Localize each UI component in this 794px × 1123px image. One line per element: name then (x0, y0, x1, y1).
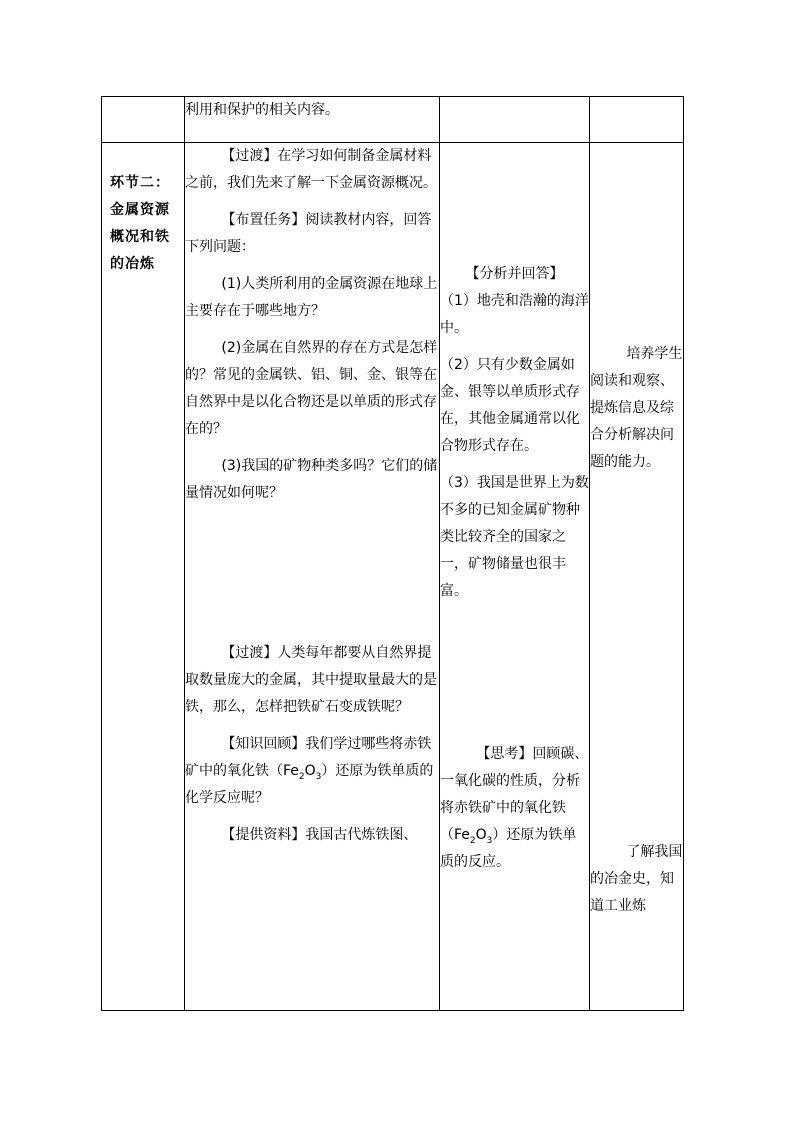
student-activity-cell-empty (440, 97, 590, 143)
review-text: ）还原为铁单质的化学反应呢？ (185, 763, 434, 806)
material-paragraph: 【提供资料】我国古代炼铁图、 (221, 827, 418, 843)
transition-paragraph-2: 【过渡】人类每年都要从自然界提取数量庞大的金属，其中提取量最大的是铁，那么，怎样把铁矿石变成铁呢？ (185, 645, 437, 715)
subscript: 3 (486, 835, 493, 846)
subscript: 2 (298, 771, 305, 782)
answer-3: （3）我国是世界上为数不多的已知金属矿物种类比较齐全的国家之一，矿物储量也很丰富。 (440, 475, 589, 599)
teacher-activity-cell (185, 143, 440, 1011)
table-row-continued (102, 97, 684, 143)
review-text: O (304, 763, 316, 779)
teacher-activity-cell (185, 97, 440, 143)
transition-paragraph: 【过渡】在学习如何制备金属材料之前，我们先来了解一下金属资源概况。 (185, 148, 437, 191)
think-text: ）还原为铁单质的反应。 (440, 827, 577, 870)
question-1: (1)人类所利用的金属资源在地球上主要存在于哪些地方？ (185, 276, 438, 319)
answer-2: （2）只有少数金属如金、银等以单质形式存在，其他金属通常以化合物形式存在。 (440, 357, 580, 454)
table-row-stage-two (102, 143, 684, 1011)
intent-paragraph-2: 了解我国的冶金史，知道工业炼 (590, 844, 683, 914)
subscript: 3 (315, 771, 322, 782)
student-activity-cell (440, 143, 590, 1011)
think-paragraph (440, 741, 589, 876)
question-2: (2)金属在自然界的存在方式是怎样的？常见的金属铁、铝、铜、金、银等在自然界中是以化合物还是以单质的形式存在的？ (185, 340, 438, 437)
question-3: (3)我国的矿物种类多吗？它们的储量情况如何呢？ (185, 458, 438, 501)
lesson-plan-table (101, 96, 684, 1011)
stage-title-line: 金属资源 (110, 202, 170, 218)
stage-cell-empty (102, 97, 185, 143)
stage-title (102, 143, 184, 278)
review-text: 【知识回顾】我们学过哪些将赤铁矿中的氧化铁（Fe (185, 736, 432, 779)
stage-title-line: 环节二： (110, 175, 170, 191)
think-text: O (475, 827, 487, 843)
subscript: 2 (469, 835, 476, 846)
design-intent-cell (590, 143, 684, 1011)
task-paragraph: 【布置任务】阅读教材内容，回答下列问题： (185, 212, 432, 255)
intent-paragraph-1: 培养学生阅读和观察、提炼信息及综合分析解决问题的能力。 (590, 346, 683, 470)
stage-title-line: 概况和铁 (110, 229, 170, 245)
intent-cell-empty (590, 97, 684, 143)
continued-text: 利用和保护的相关内容。 (185, 102, 339, 118)
answer-1: （1）地壳和浩瀚的海洋中。 (440, 293, 589, 336)
stage-name-cell (102, 143, 185, 1011)
think-text: 【思考】回顾碳、一氧化碳的性质，分析将赤铁矿中的氧化铁（Fe (440, 746, 589, 843)
analysis-heading: 【分析并回答】 (465, 266, 564, 282)
knowledge-review-paragraph (185, 731, 439, 812)
stage-title-line: 的冶炼 (110, 256, 155, 272)
